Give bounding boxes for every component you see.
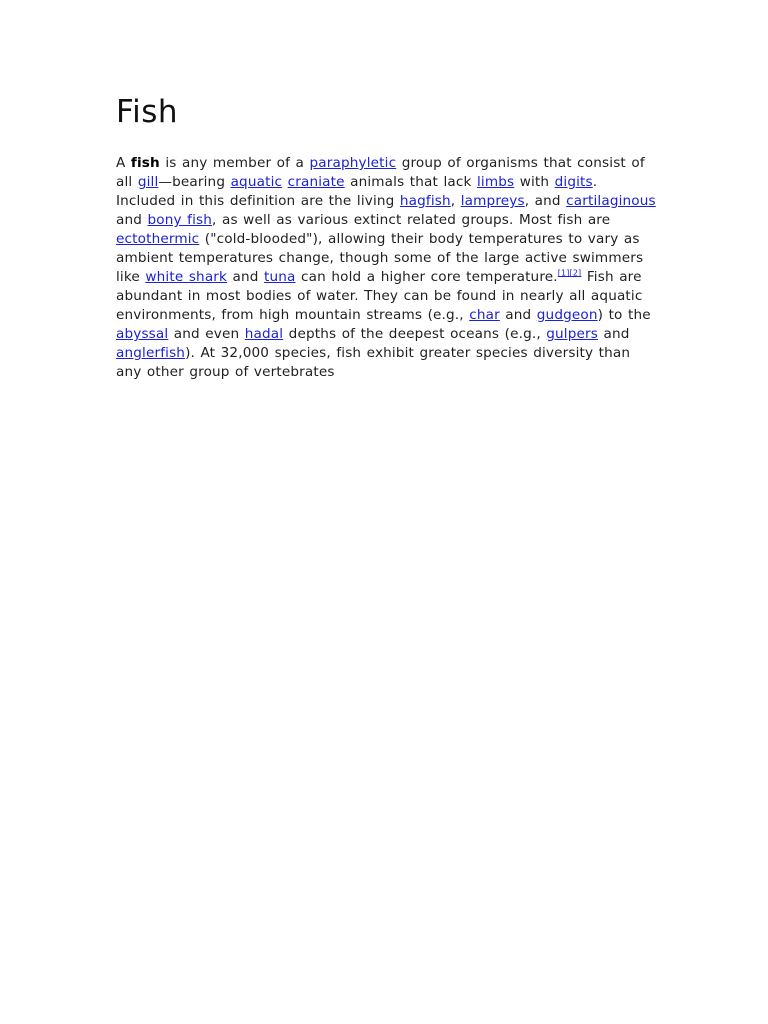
- paragraph-text: Fish are abundant in most bodies of water. They can be found in nearly all aquatic environments, from high mountain streams (e.g.,: [116, 269, 643, 323]
- paragraph-text: animals that lack: [344, 174, 477, 190]
- link-cartilaginous[interactable]: cartilaginous: [566, 193, 656, 209]
- paragraph-text: group of organisms that consist of all: [116, 155, 645, 190]
- link-gill[interactable]: gill: [137, 174, 159, 190]
- paragraph-text: , and: [524, 193, 567, 209]
- link-bony-fish[interactable]: bony fish: [147, 212, 213, 228]
- paragraph-text: and: [116, 212, 148, 228]
- paragraph-text: —bearing: [158, 174, 231, 190]
- link-hagfish[interactable]: hagfish: [399, 193, 451, 209]
- paragraph-text: depths of the deepest oceans (e.g.,: [283, 326, 547, 342]
- link-craniate[interactable]: craniate: [287, 174, 345, 190]
- link-hadal[interactable]: hadal: [244, 326, 284, 342]
- paragraph-text: . Included in this definition are the living: [116, 174, 598, 209]
- link-lampreys[interactable]: lampreys: [460, 193, 525, 209]
- paragraph-text: ,: [450, 193, 461, 209]
- paragraph-text: and even: [168, 326, 245, 342]
- paragraph-text: and: [598, 326, 630, 342]
- link-paraphyletic[interactable]: paraphyletic: [309, 155, 397, 171]
- paragraph-text: with: [514, 174, 555, 190]
- link-char[interactable]: char: [469, 307, 500, 323]
- link-white-shark[interactable]: white shark: [145, 269, 228, 285]
- paragraph-text: can hold a higher core temperature.: [295, 269, 558, 285]
- bold-term: fish: [130, 155, 160, 171]
- citation-link-2[interactable]: [2]: [569, 268, 582, 278]
- article: [116, 92, 656, 382]
- link-aquatic[interactable]: aquatic: [230, 174, 283, 190]
- paragraph-text: and: [227, 269, 265, 285]
- paragraph-text: , as well as various extinct related groups. Most fish are: [212, 212, 611, 228]
- link-abyssal[interactable]: abyssal: [116, 326, 169, 342]
- paragraph-text: is any member of a: [159, 155, 310, 171]
- link-anglerfish[interactable]: anglerfish: [116, 345, 186, 361]
- link-tuna[interactable]: tuna: [264, 269, 296, 285]
- paragraph-text: ). At 32,000 species, fish exhibit greater species diversity than any other group of vertebrates: [116, 345, 631, 380]
- link-gulpers[interactable]: gulpers: [546, 326, 599, 342]
- page-title: Fish: [116, 94, 178, 130]
- citation-superscript: [558, 268, 570, 277]
- link-gudgeon[interactable]: gudgeon: [536, 307, 598, 323]
- paragraph-text: and: [499, 307, 537, 323]
- paragraph-text: ) to the: [597, 307, 651, 323]
- link-limbs[interactable]: limbs: [476, 174, 515, 190]
- citation-superscript: [570, 268, 582, 277]
- paragraph-text: ("cold-blooded"), allowing their body temperatures to vary as ambient temperatures change, though some of the large active swimmers like: [116, 231, 644, 285]
- paragraph-text: A: [116, 155, 131, 171]
- link-digits[interactable]: digits: [554, 174, 593, 190]
- link-ectothermic[interactable]: ectothermic: [116, 231, 200, 247]
- citation-link-1[interactable]: [1]: [557, 268, 570, 278]
- lead-paragraph: [116, 154, 656, 382]
